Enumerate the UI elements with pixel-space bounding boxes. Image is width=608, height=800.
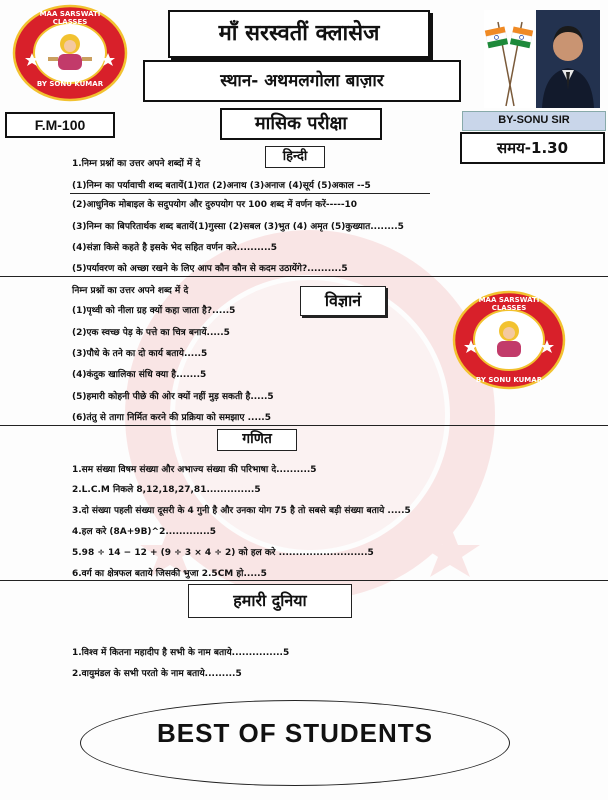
section-title-hindi: हिन्दी xyxy=(265,146,325,168)
full-marks: F.M-100 xyxy=(5,112,115,138)
math-question-4: 4.हल करे (8A+9B)^2.............5 xyxy=(72,527,217,537)
section-title-science: विज्ञानं xyxy=(300,286,386,316)
exam-title: मासिक परीक्षा xyxy=(220,108,382,140)
hindi-question-3: (3)निम्न का बिपरितार्थक शब्द बतायें(1)गुस्सा (2)सबल (3)भुत (4) अमृत (5)कुख्यात........5 xyxy=(72,222,404,232)
teacher-photo xyxy=(536,10,600,108)
institute-name: माँ सरस्वतीं क्लासेज xyxy=(168,10,430,58)
divider xyxy=(0,276,608,277)
math-question-2: 2.L.C.M निकले 8,12,18,27,81..............5 xyxy=(72,485,261,495)
section-title-world: हमारी दुनिया xyxy=(188,584,352,618)
hindi-question-2: (2)आधुनिक मोबाइल के सदुपयोग और दुरुपयोग पर 100 शब्द में वर्णन करें-----10 xyxy=(72,200,358,210)
math-question-3: 3.दो संख्या पहली संख्या दूसरी के 4 गुनी है और उनका योग 75 है तो सबसे बड़ी संख्या बताये .....5 xyxy=(72,506,411,516)
science-question-4: (4)कंदुक खालिका संधि क्या है.......5 xyxy=(72,370,207,380)
science-question-6: (6)तंतु से तागा निर्मित करने की प्रक्रिया को समझाए .....5 xyxy=(72,413,271,423)
section-title-math: गणित xyxy=(217,429,297,451)
logo-small-text-bottom: BY SONU KUMAR xyxy=(475,376,543,384)
science-intro: निम्न प्रश्नों का उत्तर अपने शब्द में दे xyxy=(72,286,189,296)
divider xyxy=(0,580,608,581)
hindi-question-1: (1)निम्न का पर्यावाची शब्द बतायें(1)रात (2)अनाथ (3)अनाज (4)सूर्य (5)अकाल --5 xyxy=(72,181,371,191)
divider xyxy=(0,425,608,426)
logo-small-text-top: MAA SARSWATI CLASSES xyxy=(478,296,540,312)
math-question-6: 6.वर्ग का क्षेत्रफल बताये जिसकी भुजा 2.5CM हो.....5 xyxy=(72,569,267,579)
logo-text-top: MAA SARSWATI CLASSES xyxy=(39,10,101,26)
time-box: समय-1.30 xyxy=(460,132,605,164)
hindi-question-5: (5)पर्यावरण को अच्छा रखने के लिए आप कौन कौन से कदम उठायेंगे?..........5 xyxy=(72,264,348,274)
hindi-intro: 1.निम्न प्रश्नों का उत्तर अपने शब्दों में दे xyxy=(72,159,201,169)
science-question-2: (2)एक स्वच्छ पेड़ के पत्ते का चित्र बनायें.....5 xyxy=(72,328,230,338)
science-question-5: (5)हमारी कोहनी पीछे की ओर क्यों नहीं मुड़ सकती है.....5 xyxy=(72,392,274,402)
science-question-3: (3)पौधे के तने का दो कार्य बताये.....5 xyxy=(72,349,208,359)
teacher-label: BY-SONU SIR xyxy=(462,111,606,131)
math-question-1: 1.सम संख्या विषम संख्या और अभाज्य संख्या की परिभाषा दे..........5 xyxy=(72,465,317,475)
world-question-1: 1.विश्व में कितना महादीप है सभी के नाम बताये...............5 xyxy=(72,648,290,658)
math-question-5: 5.98 ÷ 14 − 12 + (9 ÷ 3 × 4 ÷ 2) को हल करे ..........................5 xyxy=(72,548,374,558)
motto-text: BEST OF STUDENTS xyxy=(156,718,433,748)
divider xyxy=(70,193,430,194)
logo-text-bottom: BY SONU KUMAR xyxy=(36,80,104,88)
flags-image xyxy=(484,10,534,108)
hindi-question-4: (4)संज्ञा किसे कहते है इसके भेद सहित वर्णन करे..........5 xyxy=(72,243,278,253)
location-box: स्थान- अथमलगोला बाज़ार xyxy=(143,60,461,102)
science-question-1: (1)पृथ्वी को नीला ग्रह क्यों कहा जाता है?.....5 xyxy=(72,306,236,316)
world-question-2: 2.वायुमंडल के सभी परतो के नाम बताये.........5 xyxy=(72,669,242,679)
